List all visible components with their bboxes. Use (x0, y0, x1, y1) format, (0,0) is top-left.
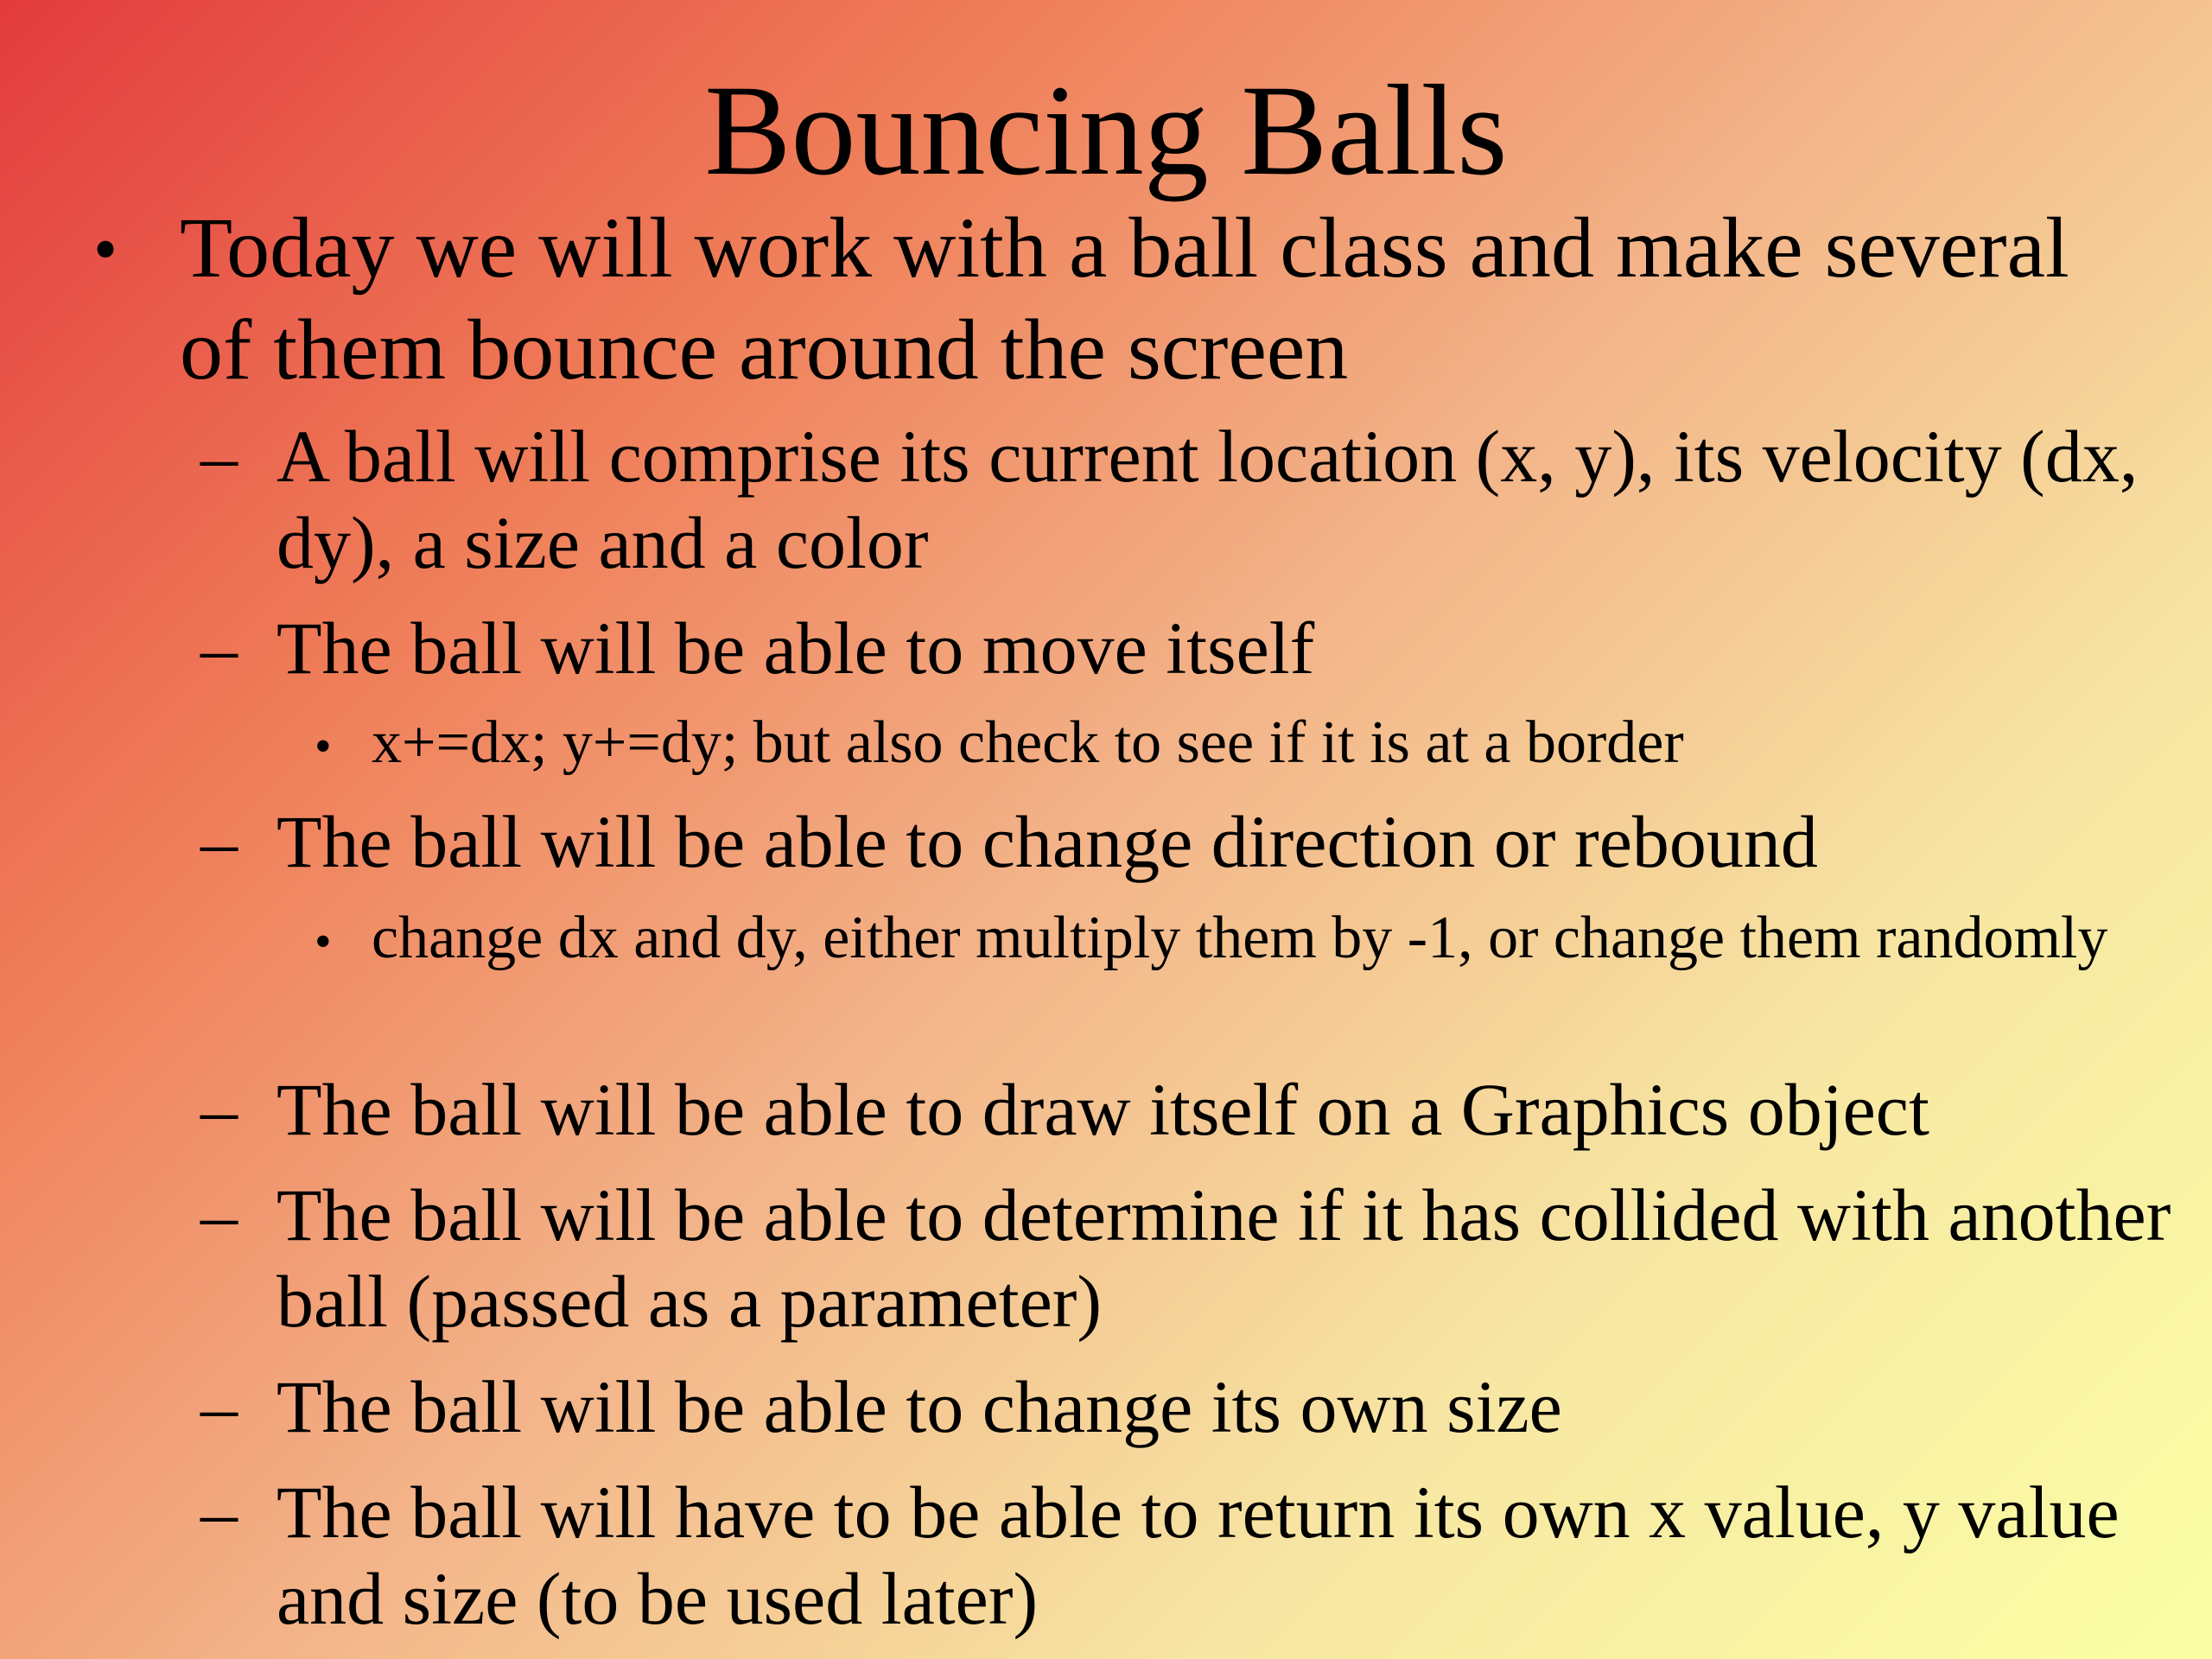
bullet-item-level2 (200, 798, 2177, 885)
bullet-marker: • (315, 915, 332, 969)
bullet-text: The ball will be able to change direction or rebound (276, 800, 1818, 883)
dash-marker: – (200, 1365, 238, 1448)
bullet-item-level2 (200, 1363, 2177, 1450)
bullet-item-level3 (315, 902, 2117, 975)
bullet-item-level2 (200, 1469, 2177, 1642)
dash-marker: – (200, 415, 238, 498)
bullet-item-level2 (200, 1172, 2177, 1344)
dash-marker: – (200, 607, 238, 690)
dash-marker: – (200, 1068, 238, 1151)
bullet-text: The ball will be able to move itself (276, 607, 1315, 690)
dash-marker: – (200, 1471, 238, 1554)
bullet-text: A ball will comprise its current location (x, y), its velocity (dx, dy), a size and a color (276, 415, 2139, 584)
bullet-text: change dx and dy, either multiply them by -1, or change them randomly (372, 905, 2108, 971)
bullet-item-level2 (200, 605, 2177, 691)
bullet-marker: • (315, 720, 332, 773)
bullet-item-level2 (200, 1066, 2177, 1153)
bullet-text: The ball will be able to change its own size (276, 1365, 1562, 1448)
bullet-text: Today we will work with a ball class and make several of them bounce around the screen (180, 200, 2069, 397)
slide-title: Bouncing Balls (704, 59, 1508, 202)
bullet-text: The ball will be able to determine if it has collided with another ball (passed as a parameter) (276, 1173, 2171, 1343)
bullet-marker: • (93, 212, 118, 288)
bullet-item-level1 (93, 197, 2124, 401)
dash-marker: – (200, 800, 238, 883)
bullet-item-level3 (315, 707, 2117, 779)
bullet-text: The ball will be able to draw itself on a Graphics object (276, 1068, 1929, 1151)
bullet-text: The ball will have to be able to return its own x value, y value and size (to be used later) (276, 1471, 2120, 1640)
dash-marker: – (200, 1173, 238, 1256)
bullet-item-level2 (200, 413, 2177, 586)
bullet-text: x+=dx; y+=dy; but also check to see if it is at a border (372, 709, 1684, 776)
